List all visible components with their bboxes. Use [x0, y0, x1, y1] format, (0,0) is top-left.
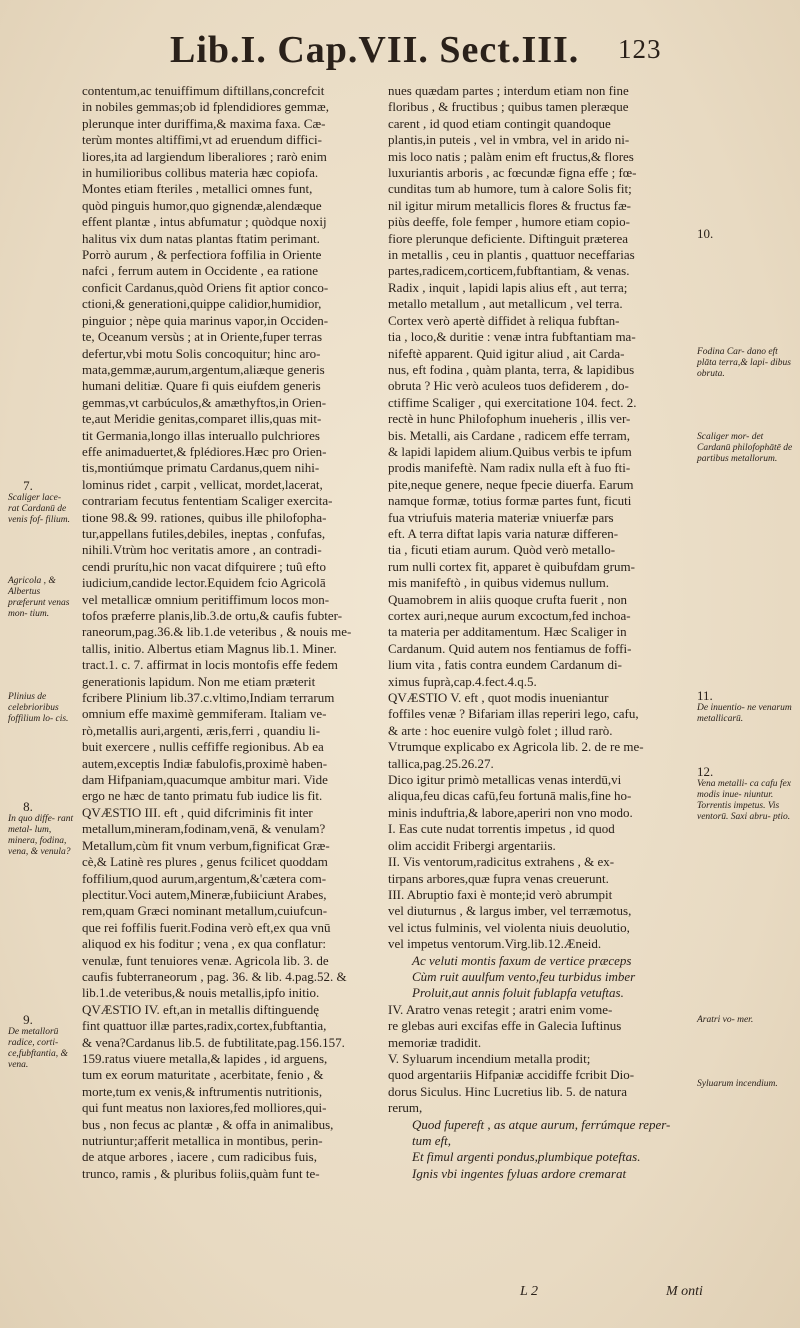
text-line: conficit Cardanus,quòd Oriens fit aptior conco-	[82, 279, 329, 295]
margin-note-right-aratri	[697, 1015, 793, 1026]
text-line: quòd pinguis humor,quo gignendæ,alendæque	[82, 197, 322, 213]
section-number: 10.	[697, 226, 714, 241]
text-line: tis,montiúmque primatu Cardanus,quem nihi-	[82, 460, 320, 476]
text-line: mis loco natis ; palàm enim eft fructus,& flores	[388, 148, 634, 164]
text-line: in metallis , ceu in plantis , quattuor neceffarias	[388, 247, 635, 263]
text-line: nutriuntur;afferit metallica in montibus, perin-	[82, 1133, 323, 1148]
text-line: gemmas,vt carbúculos,& amæthyftos,in Orien-	[82, 394, 327, 410]
text-line: eft. A terra diftat lapis varia naturæ differen-	[388, 525, 619, 541]
text-line: in humilioribus collibus materia hæc copiofa.	[82, 165, 319, 181]
margin-note-right-fodina	[697, 347, 793, 380]
text-line: prodis manifeftè. Nam radix nulla eft à fuo fti-	[388, 460, 631, 476]
text-line: Radix , inquit , lapidi lapis alius eft , aut terra;	[388, 279, 628, 295]
text-line: lib.1.de veteribus,& nouis metallis,ipfo initio.	[82, 985, 320, 1001]
page-number: 123	[618, 34, 662, 64]
text-line: de atque arbores , iacere , cum radicibus fuis,	[82, 1149, 317, 1165]
text-line: morte,tum ex venis,& inftrumentis nutritionis,	[82, 1083, 323, 1099]
text-line: foffiles venæ ? Bifariam illas reperiri lego, cafu,	[388, 706, 639, 722]
text-line: Ignis vbi ingentes fyluas ardore cremarat	[412, 1165, 627, 1181]
text-line: foffilium,quod aurum,argentum,&'cætera com-	[82, 870, 327, 886]
text-line: II. Vis ventorum,radicitus extrahens , & ex-	[388, 854, 615, 870]
margin-note-left-9	[8, 1014, 74, 1071]
text-line: QVÆSTIO IV. eft,an in metallis diftinguendę	[82, 1001, 319, 1017]
text-line: pinguior ; nèpe quia marinus vapor,in Occiden-	[82, 312, 329, 328]
margin-note-text: Scaliger lace- rat Cardanū de venis fof- filium.	[8, 493, 71, 525]
text-line: vel ictus fulminis, vel violenta niuis deuolutio,	[388, 919, 630, 935]
text-line: Vtrumque explicabo ex Agricola lib. 2. de re me-	[388, 739, 644, 755]
text-line: Ac veluti montis faxum de vertice præceps	[412, 952, 632, 968]
margin-note-right-12	[697, 766, 793, 823]
signature-mark: L 2	[520, 1284, 539, 1299]
text-line: tirpans arbores,quæ fupra venas creuerunt.	[388, 870, 609, 886]
margin-note-text: Aratri vo- mer.	[697, 1015, 754, 1025]
text-line: carent , id quod etiam contingit quandoque	[388, 115, 611, 131]
text-column-left	[82, 83, 378, 1182]
text-line: lominus ridet , carpit , vellicat, mordet,lacerat,	[82, 476, 323, 492]
margin-note-right-syluarum	[697, 1079, 793, 1090]
text-line: effe animaduertet,& fplédiores.Hæc pro Orien-	[82, 443, 327, 459]
text-line: tit Germania,longo illas interuallo pulchriores	[82, 427, 320, 443]
text-line: bus , non fecus ac plantæ , & offa in animalibus,	[82, 1116, 334, 1132]
text-line: cendi prurítu,hic non vacat difquirere ; tuû efto	[82, 558, 327, 574]
text-line: ximus fuprà,cap.4.fect.4.q.5.	[388, 673, 537, 689]
text-line: in nobiles gemmas;ob id fplendidiores gemmæ,	[82, 99, 329, 115]
text-line: I. Eas cute nudat torrentis impetus , id quod	[388, 821, 615, 837]
text-line: V. Syluarum incendium metalla prodit;	[388, 1050, 591, 1066]
margin-note-text: Fodina Car- dano eft plāta terra,& lapi- dibus obruta.	[697, 347, 791, 379]
text-line: Dico igitur primò metallicas venas interdū,vi	[388, 772, 622, 788]
margin-note-text: De metallorū radice, corti- ce,fubftantia, & vena.	[8, 1027, 68, 1070]
margin-note-left-8	[8, 801, 74, 858]
text-line: & lapidi lapidem alium.Quibus verbis te ipfum	[388, 443, 632, 459]
margin-note-right-11	[697, 690, 793, 725]
text-line: mis manifeftò , in quibus videmus nullum.	[388, 575, 609, 591]
text-line: tia , ficuti etiam aurum. Quòd verò metallo-	[388, 542, 616, 558]
text-line: floribus , & fructibus ; quibus tamen pleræque	[388, 99, 629, 115]
section-number: 11.	[697, 688, 713, 703]
text-line: Cùm ruit auulfum vento,feu turbidus imber	[412, 968, 636, 984]
text-line: venulæ, funt tenuiores venæ. Agricola lib. 3. de	[82, 952, 329, 968]
text-line: rem,quam Græci nominant metallum,cuiufcun-	[82, 903, 328, 919]
text-line: nues quædam partes ; interdum etiam non fine	[388, 83, 629, 98]
text-line: plectitur.Voci autem,Mineræ,fubiiciunt Arabes,	[82, 886, 327, 902]
text-line: partes,radicem,corticem,fubftantiam, & venas.	[388, 263, 630, 279]
text-line: 159.ratus viuere metalla,& lapides , id arguens,	[82, 1050, 328, 1066]
text-line: Cortex verò apertè diffidet à reliqua fubftan-	[388, 312, 620, 328]
text-line: & arte : hoc euenire vulgò folet ; illud rarò.	[388, 722, 613, 738]
text-line: autem,exceptis Indiæ fabulofis,proximè haben-	[82, 755, 328, 771]
section-number: 7.	[23, 478, 33, 493]
margin-note-text: Plinius de celebrioribus foffilium lo- cis.	[8, 692, 69, 724]
section-number: 8.	[23, 799, 33, 814]
text-line: memoriæ tradidit.	[388, 1034, 482, 1050]
text-line: obruta ? Hic verò aculeos tuos defiderem , do-	[388, 378, 629, 394]
text-line: rerum,	[388, 1100, 423, 1116]
text-line: liores,ita ad largiendum liberaliores ; rarò enim	[82, 148, 327, 164]
text-line: tia , loco,& duritie : venæ intra fubftantiam ma-	[388, 329, 636, 345]
text-line: qui funt meatus non laxiores,fed molliores,qui-	[82, 1100, 327, 1116]
text-line: vel metallicæ omnium peritiffimum locos mon-	[82, 591, 330, 607]
text-line: tum ex eorum maturitate , acerbitate, fenio , &	[82, 1067, 324, 1083]
text-line: fua vtriufuis materia materiæ vniuerfæ pars	[388, 509, 614, 525]
margin-note-text: Syluarum incendium.	[697, 1079, 778, 1089]
text-line: ta materia per additamentum. Hæc Scaliger in	[388, 624, 627, 640]
text-line: rectè in hunc Philofophum inueheris , illis ver-	[388, 411, 631, 427]
text-line: Cardanum. Quid autem nos fentiamus de foffi-	[388, 640, 632, 656]
margin-note-text: De inuentio- ne venarum metallicarū.	[697, 703, 792, 724]
text-line: nus, eft fodina , quàm planta, terra, & lapidibus	[388, 361, 635, 377]
text-line: luxuriantis arboris , ac fœcundæ figna effe ; fœ-	[388, 165, 637, 181]
text-line: nil igitur mirum metallicis flores & fructus fæ-	[388, 197, 631, 213]
text-line: plerunque inter duriffima,& maxima faxa. Cæ-	[82, 115, 326, 131]
section-number: 9.	[23, 1012, 33, 1027]
text-line: nihili.Vtrùm hoc veritatis amore , an contradi-	[82, 542, 322, 558]
running-header	[170, 28, 690, 74]
text-line: aliqua,feu dicas cafū,feu fortunā malis,fine ho-	[388, 788, 632, 804]
text-line: cè,& Latinè res plures , genus fcilicet quoddam	[82, 854, 328, 870]
text-line: que rei foffilis fuerit.Fodina verò eft,ex qua vnū	[82, 919, 331, 935]
text-line: defertur,vbi motu Solis concoquitur; hinc aro-	[82, 345, 321, 361]
text-line: caufis fubterraneorum , pag. 36. & lib. 4.pag.52. &	[82, 968, 347, 984]
text-line: rò,metallis auri,argenti, æris,ferri , quandiu li-	[82, 722, 321, 738]
text-line: vel impetus ventorum.Virg.lib.12.Æneid.	[388, 936, 602, 952]
text-column-right	[388, 83, 684, 1182]
text-line: nafci , ferrum autem in Occidente , ea ratione	[82, 263, 319, 279]
text-line: namque formæ, totius formæ partes funt, ficuti	[388, 493, 632, 509]
text-line: & vena?Cardanus lib.5. de fubtilitate,pag.156.157.	[82, 1034, 345, 1050]
margin-note-text: Vena metalli- ca cafu fex modis inue- niuntur. Torrentis impetus. Vis ventorū. Saxi abru- ptio.	[697, 779, 791, 822]
text-line: Quod fupereft , as atque aurum, ferrúmque reper-	[412, 1116, 671, 1132]
text-line: ctiffime Scaliger , qui exercitatione 104. fect. 2.	[388, 394, 637, 410]
text-line: metallum,mineram,fodinam,venā, & venulam?	[82, 821, 326, 837]
text-line: tract.1. c. 7. affirmat in locis montofis effe fedem	[82, 657, 338, 673]
text-line: omnium effe maximè gemmiferam. Italiam ve-	[82, 706, 327, 722]
text-line: cortex auri,neque aurum excoctum,fed inchoa-	[388, 608, 631, 623]
text-line: IV. Aratro venas retegit ; aratri enim vome-	[388, 1001, 613, 1017]
text-line: olim accidit Fribergi argentariis.	[388, 837, 556, 853]
text-line: Metallum,cùm fit vnum verbum,fignificat Græ-	[82, 837, 330, 853]
text-line: pite,neque genere, neque fpecie diuerfa. Earum	[388, 476, 634, 492]
text-line: tur,appellans futiles,debiles, ineptas , confufas,	[82, 525, 326, 541]
text-line: mata,gemmæ,aurum,argentum,aliæque generis	[82, 361, 325, 377]
header-title: Lib.I. Cap.VII. Sect.III.	[170, 29, 580, 71]
text-line: QVÆSTIO V. eft , quot modis inueniantur	[388, 690, 609, 706]
text-line: halitus vix dum natas plantas ftatim perimant.	[82, 230, 320, 246]
text-line: tofos præferre planis,lib.3.de ortu,& caufis fubter-	[82, 608, 343, 623]
text-line: dam Hifpaniam,quacumque ambitur mari. Vide	[82, 772, 328, 788]
text-line: fint quattuor illæ partes,radix,cortex,fubftantia,	[82, 1018, 327, 1034]
text-line: terùm montes altiffimi,vt ad eruendum diffici-	[82, 132, 322, 148]
text-line: Quamobrem in aliis quoque crufta fuerit , non	[388, 591, 627, 607]
text-line: effent plantæ , intus abfumatur ; quòdque noxij	[82, 214, 327, 230]
text-line: bis. Metalli, ais Cardane , radicem effe terram,	[388, 427, 630, 443]
text-line: tallica,pag.25.26.27.	[388, 755, 494, 771]
text-line: metallo metallum , aut metallicum , vel terra.	[388, 296, 623, 312]
text-line: raneorum,pag.36.& lib.1.de veteribus , & nouis me-	[82, 624, 352, 640]
text-line: ctioni,& generationi,quippe calidior,humidior,	[82, 296, 322, 312]
text-line: Proluit,aut annis foluit fublapfa vetuftas.	[412, 985, 624, 1001]
text-line: cunditas tum ab humore, tum à calore Solis fit;	[388, 181, 632, 197]
text-line: fcribere Plinium lib.37.c.vltimo,Indiam terrarum	[82, 690, 335, 706]
text-line: tallis, initio. Albertus etiam Magnus lib.1. Miner.	[82, 640, 337, 656]
text-line: trunco, ramis , & pluribus foliis,quàm funt te-	[82, 1165, 320, 1181]
text-line: dorus Siculus. Hinc Lucretius lib. 5. de natura	[388, 1083, 628, 1099]
text-line: nifeftè apparent. Quid igitur aliud , ait Carda-	[388, 345, 625, 361]
margin-note-right-scaliger	[697, 432, 793, 465]
text-line: aliquod ex his foditur ; vena , ex qua conflatur:	[82, 936, 327, 952]
text-line: ergo ne hæc de tanto primatu fub iudice lis fit.	[82, 788, 323, 804]
text-line: rum nulli cortex fit, apparet è quibufdam grum-	[388, 558, 635, 574]
text-line: tione 98.& 99. rationes, quibus ille philofopha-	[82, 509, 327, 525]
margin-note-left-7	[8, 480, 74, 526]
text-line: iudicium,candide lector.Equidem fcio Agricolā	[82, 575, 326, 591]
text-line: buit exercere , nullis ceffiffe regionibus. Ab ea	[82, 739, 324, 755]
section-number: 12.	[697, 764, 714, 779]
text-line: plantis,in puteis , vel in vmbra, vel in arido ni-	[388, 132, 630, 148]
text-line: re glebas auri excifas effe in Galecia Iuftinus	[388, 1018, 622, 1034]
text-line: te, Oceanum versùs ; at in Oriente,fuper terras	[82, 329, 323, 345]
text-line: minis induftria,& labore,aperiri non vno modo.	[388, 804, 633, 820]
text-line: Porrò aurum , & perfectiora foffilia in Oriente	[82, 247, 322, 263]
text-line: vel diuturnus , & largus imber, vel terræmotus,	[388, 903, 632, 919]
margin-note-text: Agricola , & Albertus præferunt venas mon- tium.	[8, 576, 70, 619]
text-line: fiore plerunque deficiente. Diftinguit præterea	[388, 230, 629, 246]
text-line: III. Abruptio faxi è monte;id verò abrumpit	[388, 886, 613, 902]
margin-note-left-plinius	[8, 692, 74, 725]
text-line: generationis lapidum. Non me etiam præterit	[82, 673, 316, 689]
margin-note-left-agricola	[8, 576, 74, 620]
text-line: contrariam fecutus fententiam Scaliger exercita-	[82, 493, 333, 509]
text-line: contentum,ac tenuiffimum diftillans,concrefcit	[82, 83, 325, 98]
margin-note-right-10	[697, 228, 793, 241]
text-line: te,aut Meridie genitas,comparet illis,quas mit-	[82, 411, 322, 427]
text-line: tum eft,	[412, 1133, 451, 1148]
text-line: lium vita , fatis contra eundem Cardanum di-	[388, 657, 622, 673]
margin-note-text: Scaliger mor- det Cardanū philofophātē de partibus metallorum.	[697, 432, 793, 464]
margin-note-text: In quo diffe- rant metal- lum, minera, fodina, vena, & venula?	[8, 814, 74, 857]
catchword: M onti	[666, 1284, 703, 1299]
text-line: piùs deeffe, fole femper , humore etiam copio-	[388, 214, 630, 230]
text-line: Montes etiam fteriles , metallici omnes funt,	[82, 181, 313, 197]
text-line: QVÆSTIO III. eft , quid difcriminis fit inter	[82, 804, 313, 820]
text-line: Et fimul argenti pondus,plumbique poteftas.	[412, 1149, 641, 1165]
text-line: quod argentariis Hifpaniæ accidiffe fcribit Dio-	[388, 1067, 635, 1083]
text-line: humani delitiæ. Quare fi quis eiufdem generis	[82, 378, 321, 394]
